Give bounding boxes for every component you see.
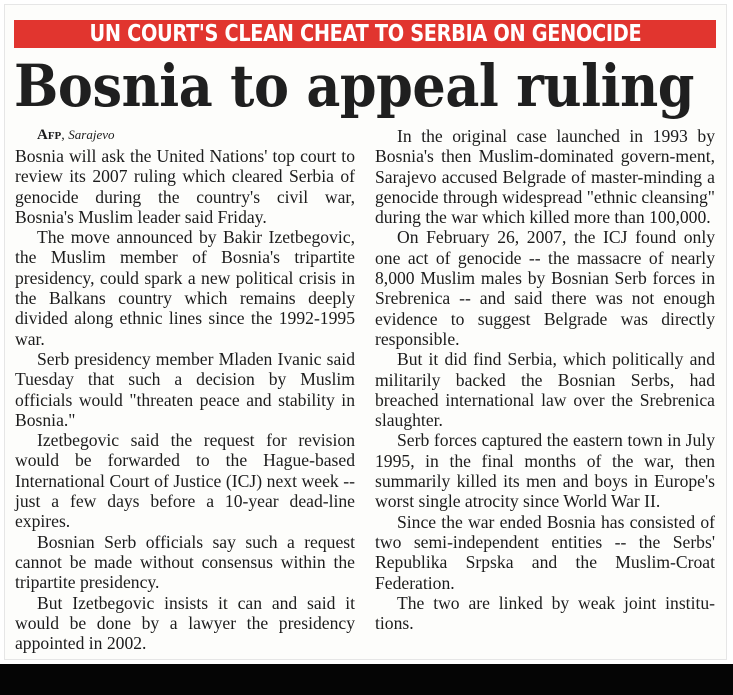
bottom-black-bar (0, 664, 733, 695)
headline (14, 50, 716, 122)
byline (15, 124, 355, 146)
byline-agency: Afp (37, 127, 62, 143)
byline-place: Sarajevo (68, 127, 115, 142)
section-banner (14, 20, 716, 48)
paragraph: Bosnia will ask the United Nations' top court to review its 2007 ruling which cleared Serbia of genocide during the country's civil war, Bosnia's Muslim leader said Friday. (15, 146, 355, 227)
paragraph: Izetbegovic said the request for revision would be forwarded to the Hague-based International Court of Justice (ICJ) next week -- just a few days before a 10-year dead-line expires. (15, 430, 355, 532)
paragraph: Serb forces captured the eastern town in July 1995, in the final months of the war, then summarily killed its men and boys in Europe's worst single atrocity since World War II. (375, 430, 715, 512)
paragraph: But Izetbegovic insists it can and said it would be done by a lawyer the presidency appointed in 2002. (15, 592, 355, 654)
paragraph: Serb presidency member Mladen Ivanic said Tuesday that such a decision by Muslim officials would "threaten peace and stability in Bosnia." (15, 348, 355, 430)
paragraph: The move announced by Bakir Izetbegovic, the Muslim member of Bosnia's tripartite presidency, could spark a new political crisis in the Balkans country which remains deeply divided along ethnic lines since the 1992-1995 war. (15, 227, 355, 349)
paragraph: On February 26, 2007, the ICJ found only one act of genocide -- the massacre of nearly 8,000 Muslim males by Bosnian Serb forces in Srebrenica -- and said there was not enough evidence to suggest Belgrade was directly responsible. (375, 227, 715, 349)
paragraph: Bosnian Serb officials say such a request cannot be made without consensus within the tripartite presidency. (15, 531, 355, 593)
banner-text: UN COURT'S CLEAN CHEAT TO SERBIA ON GENOCIDE (89, 21, 641, 47)
article-column-left (15, 124, 355, 653)
headline-text: Bosnia to appeal ruling (14, 52, 695, 120)
paragraph: In the original case launched in 1993 by Bosnia's then Muslim-dominated govern-ment, Sarajevo accused Belgrade of master-minding a genocide through widespread "ethnic cleansing" during the war which killed more than 100,000. (375, 126, 715, 228)
byline-separator: , (61, 128, 69, 143)
paragraph: But it did find Serbia, which politically and militarily backed the Bosnian Serbs, had breached international law over the Srebrenica slaughter. (375, 349, 715, 431)
paragraph: The two are linked by weak joint institu-tions. (375, 592, 715, 634)
paragraph: Since the war ended Bosnia has consisted of two semi-independent entities -- the Serbs' Republika Srpska and the Muslim-Croat Federation. (375, 511, 715, 593)
article-column-right (375, 126, 715, 633)
